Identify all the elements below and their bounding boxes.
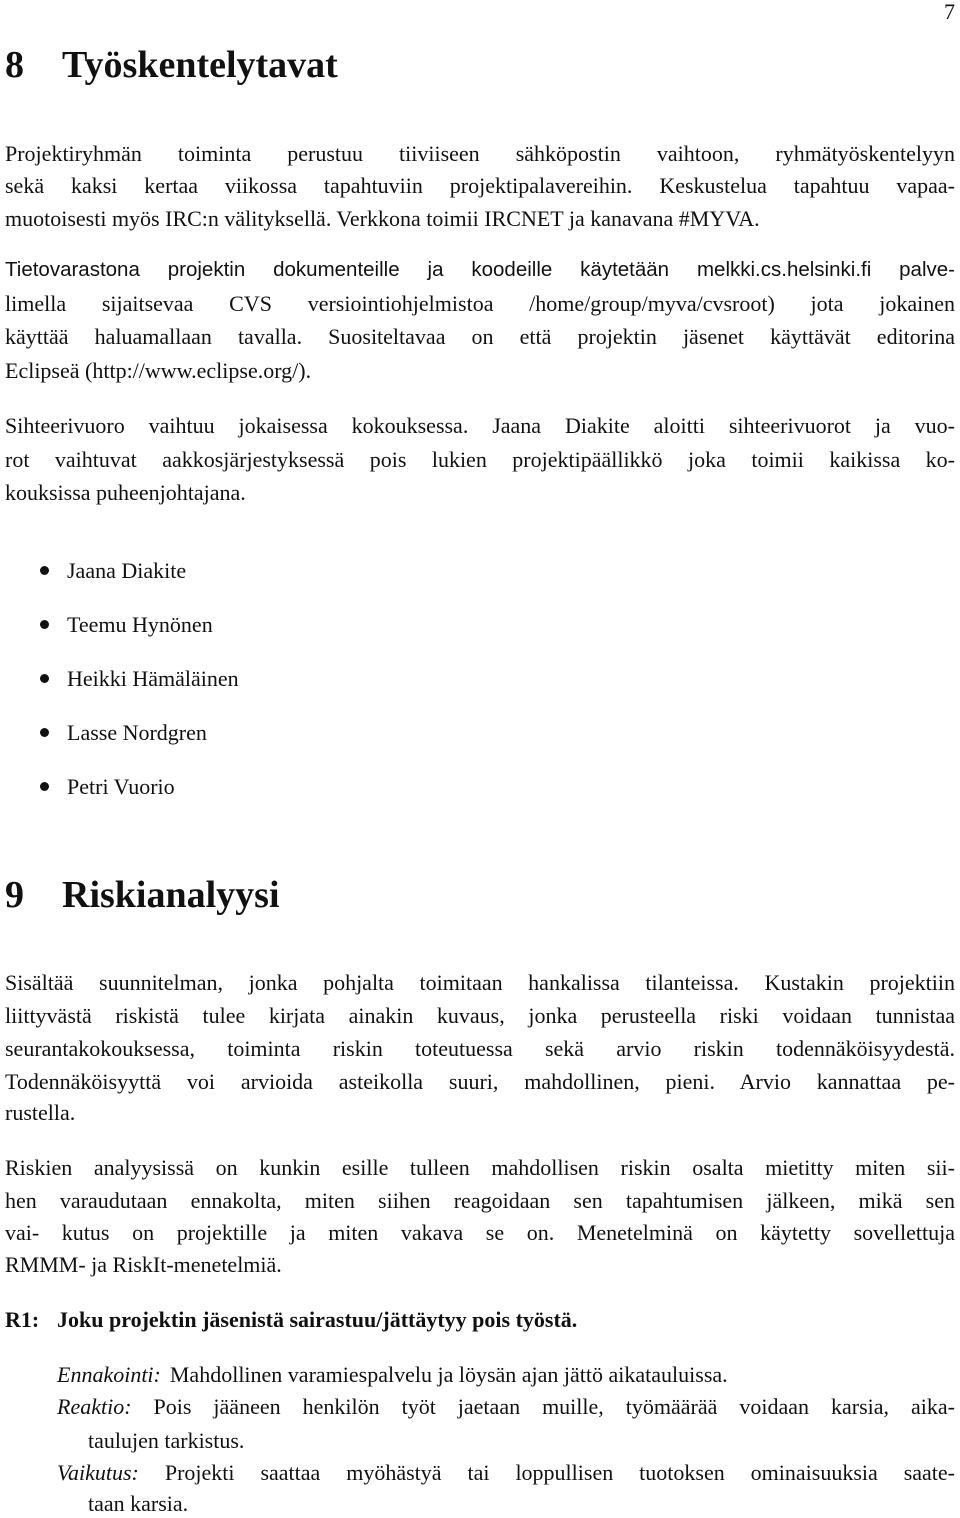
s9-p1-line: liittyvästä riskistä tulee kirjata ainakin kuvaus, jonka perusteella riski voidaan tunnistaa — [5, 1003, 955, 1028]
section-8-title: Työskentelytavat — [62, 44, 338, 86]
member-list-item — [40, 557, 186, 585]
risk-r1-reaktio — [57, 1393, 955, 1421]
section-8-heading — [5, 43, 338, 87]
s8-p2-line: Tietovarastona projektin dokumenteille ja koodeille käytetään melkki.cs.helsinki.fi palve- — [5, 258, 955, 281]
member-name: Heikki Hämäläinen — [67, 666, 239, 691]
s8-p2-line: käyttää haluamallaan tavalla. Suositeltavaa on että projektin jäsenet käyttävät editorina — [5, 324, 955, 349]
member-list-item — [40, 773, 175, 801]
section-8-number: 8 — [5, 44, 24, 86]
s8-p3-line: rot vaihtuvat aakkosjärjestyksessä pois lukien projektipäällikkö joka toimii kaikissa ko- — [5, 447, 955, 472]
s9-p2-line: Riskien analyysissä on kunkin esille tulleen mahdollisen riskin osalta mietitty miten sii- — [5, 1155, 955, 1180]
member-name: Petri Vuorio — [67, 774, 175, 799]
s8-p1-line: sekä kaksi kertaa viikossa tapahtuviin projektipalavereihin. Keskustelua tapahtuu vapaa- — [5, 173, 955, 198]
s9-p1-line: Todennäköisyyttä voi arvioida asteikolla suuri, mahdollinen, pieni. Arvio kannattaa pe- — [5, 1069, 955, 1094]
risk-r1-title — [5, 1306, 577, 1334]
reaktio-label: Reaktio: — [57, 1394, 132, 1419]
s9-p1-line: rustella. — [5, 1100, 76, 1125]
risk-r1-vaikutus-cont: taan karsia. — [88, 1491, 189, 1516]
member-name: Teemu Hynönen — [67, 612, 213, 637]
section-9-title: Riskianalyysi — [62, 874, 280, 916]
member-name: Jaana Diakite — [67, 558, 187, 583]
s9-p2-line: vai- kutus on projektille ja miten vakava se on. Menetelminä on käytetty sovellettuja — [5, 1220, 955, 1245]
section-9-number: 9 — [5, 874, 24, 916]
s9-p1-line: Sisältää suunnitelman, jonka pohjalta toimitaan hankalissa tilanteissa. Kustakin projektiin — [5, 970, 955, 995]
s8-p3-line: kouksissa puheenjohtajana. — [5, 480, 246, 505]
member-list-item — [40, 665, 239, 693]
bullet-icon — [40, 566, 49, 575]
bullet-icon — [40, 728, 49, 737]
ennakointi-text: Mahdollinen varamiespalvelu ja löysän ajan jättö aikatauluissa. — [169, 1362, 728, 1387]
bullet-icon — [40, 674, 49, 683]
member-name: Lasse Nordgren — [67, 720, 207, 745]
s8-p3-line: Sihteerivuoro vaihtuu jokaisessa kokouksessa. Jaana Diakite aloitti sihteerivuorot ja vuo- — [5, 413, 955, 438]
risk-r1-ennakointi — [57, 1361, 728, 1389]
s8-p2-line: limella sijaitsevaa CVS versiointiohjelmistoa /home/group/myva/cvsroot) jota jokainen — [5, 291, 955, 316]
s8-p1-line: muotoisesti myös IRC:n välityksellä. Verkkona toimii IRCNET ja kanavana #MYVA. — [5, 206, 760, 231]
member-list-item — [40, 719, 207, 747]
risk-r1-description: Joku projektin jäsenistä sairastuu/jättäytyy pois työstä. — [57, 1307, 578, 1332]
ennakointi-label: Ennakointi: — [57, 1362, 161, 1387]
vaikutus-label: Vaikutus: — [57, 1460, 139, 1485]
s8-p2-line: Eclipseä (http://www.eclipse.org/). — [5, 358, 312, 383]
risk-r1-vaikutus — [57, 1459, 955, 1487]
s9-p2-line: hen varaudutaan ennakolta, miten siihen reagoidaan sen tapahtumisen jälkeen, mikä sen — [5, 1188, 955, 1213]
bullet-icon — [40, 782, 49, 791]
section-9-heading — [5, 873, 280, 917]
reaktio-text: Pois jääneen henkilön työt jaetaan muille, työmäärää voidaan karsia, aika- — [153, 1394, 955, 1419]
vaikutus-text: Projekti saattaa myöhästyä tai loppullisen tuotoksen ominaisuuksia saate- — [164, 1460, 955, 1485]
bullet-icon — [40, 620, 49, 629]
page-number: 7 — [944, 0, 955, 24]
s8-p1-line: Projektiryhmän toiminta perustuu tiiviiseen sähköpostin vaihtoon, ryhmätyöskentelyyn — [5, 141, 955, 166]
risk-r1-reaktio-cont: taulujen tarkistus. — [88, 1428, 245, 1453]
s9-p1-line: seurantakokouksessa, toiminta riskin toteutuessa sekä arvio riskin todennäköisyydestä. — [5, 1036, 955, 1061]
risk-r1-id: R1: — [5, 1307, 40, 1332]
member-list-item — [40, 611, 213, 639]
s9-p2-line: RMMM- ja RiskIt-menetelmiä. — [5, 1252, 282, 1277]
